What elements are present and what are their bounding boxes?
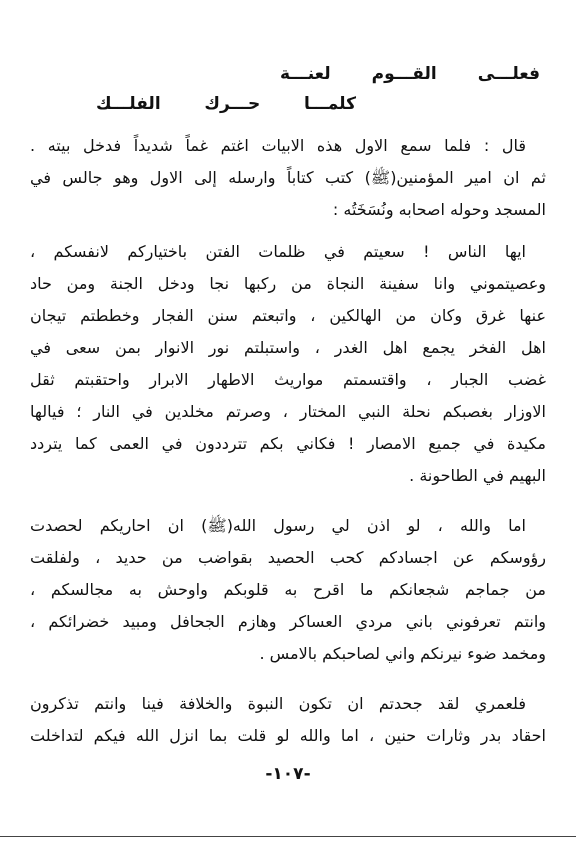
- verse-line-1: فعلـــى القـــوم لعنـــة: [280, 64, 540, 84]
- text-line: وعصيتموني وانا سفينة النجاة من ركبها نجا ودخل الجنة ومن حاد: [30, 274, 546, 293]
- text-line: البهيم في الطاحونة .: [409, 466, 546, 485]
- page-number: -١٠٧-: [265, 764, 311, 784]
- text-line: ايها الناس ! سعيتم في ظلمات الفتن باختياركم لانفسكم ،: [30, 242, 526, 261]
- text-line: وانتم تعرفوني باني مردي العساكر وهازم الجحافل ومبيد خضرائكم ،: [30, 612, 546, 631]
- verse-line-2: كلمـــا حـــرك الفلـــك: [96, 94, 356, 114]
- paragraph-4: [30, 688, 546, 752]
- text-line: قال : فلما سمع الاول هذه الابيات اغتم غماً شديداً فدخل بيته .: [30, 136, 526, 155]
- text-line: ثم ان امير المؤمنين(ﷺ) كتب كتاباً وارسله إلى الاول وهو جالس في: [30, 168, 546, 187]
- bottom-divider: [0, 836, 576, 837]
- text-line: غضب الجبار ، واقتسمتم مواريث الاطهار الابرار واحتقبتم ثقل: [30, 370, 546, 389]
- paragraph-3: [30, 510, 546, 670]
- text-line: رؤوسكم عن اجسادكم كحب الحصيد بقواضب من حديد ، ولفلقت: [30, 548, 546, 567]
- text-line: اهل الفخر يجمع اهل الغدر ، واستبلتم نور الانوار بمن سعى في: [30, 338, 546, 357]
- text-line: ومخمد ضوء نيرنكم واني لصاحبكم بالامس .: [259, 644, 546, 663]
- text-line: مكيدة في جميع الامصار ! فكاني بكم تترددون في العمى كما يتردد: [30, 434, 546, 453]
- text-line: احقاد بدر وثارات حنين ، اما والله لو قلت بما انزل الله فيكم لتداخلت: [30, 726, 546, 745]
- text-line: المسجد وحوله اصحابه ونُسَخَتُه :: [332, 200, 546, 219]
- paragraph-1: [30, 130, 546, 226]
- paragraph-2: [30, 236, 546, 492]
- text-line: فلعمري لقد جحدتم ان تكون النبوة والخلافة فينا وانتم تذكرون: [30, 694, 526, 713]
- text-line: الاوزار بغصبكم نحلة النبي المختار ، وصرتم مخلدين في النار ؛ فيالها: [30, 402, 546, 421]
- text-line: اما والله ، لو اذن لي رسول الله(ﷺ) ان احاريكم لحصدت: [30, 516, 526, 535]
- text-line: عنها غرق وكان من الهالكين ، واتبعتم سنن الفجار وخططتم تيجان: [30, 306, 546, 325]
- text-line: من جماجم شجعانكم ما اقرح به قلوبكم واوحش به مجالسكم ،: [30, 580, 546, 599]
